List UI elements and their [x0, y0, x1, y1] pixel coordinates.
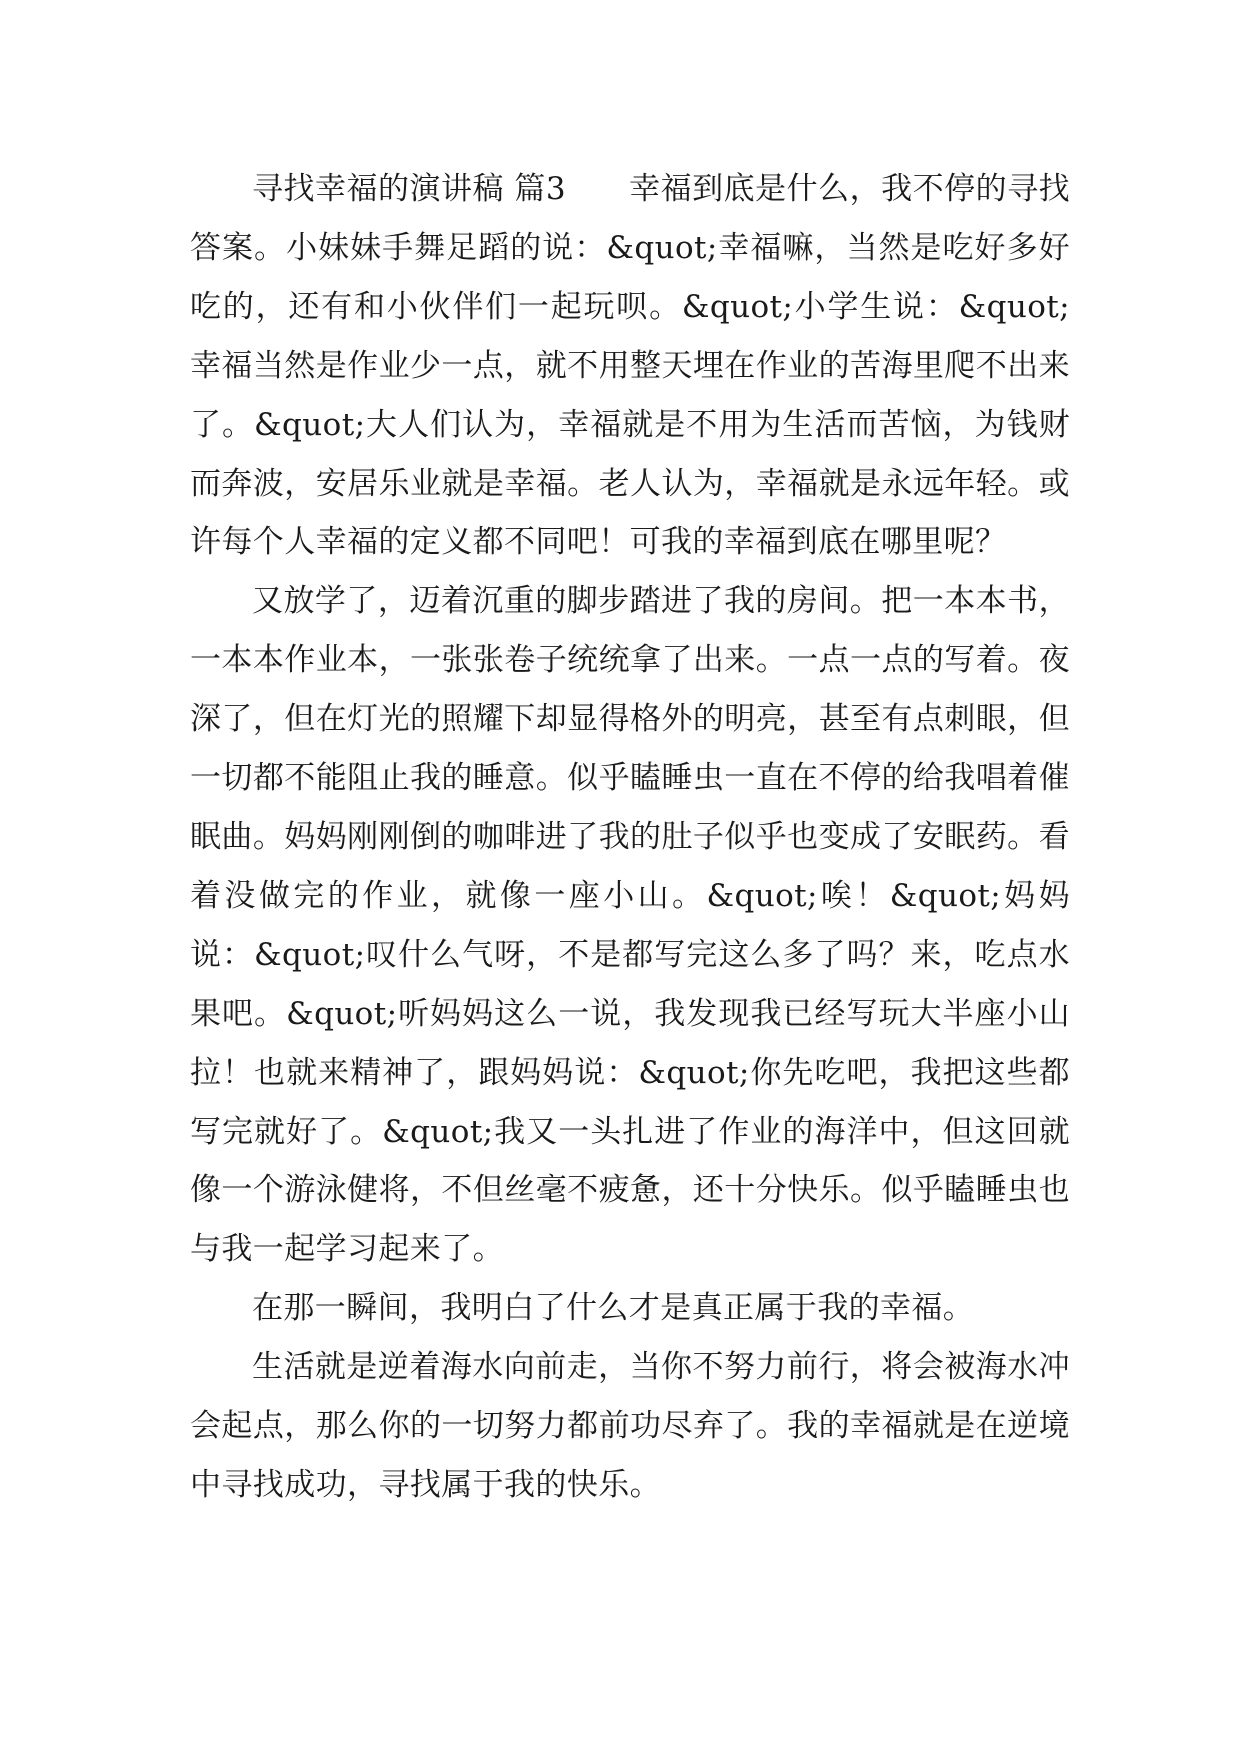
paragraph-4: 生活就是逆着海水向前走，当你不努力前行，将会被海水冲会起点，那么你的一切努力都前功尽弃了。我的幸福就是在逆境中寻找成功，寻找属于我的快乐。 [190, 1349, 1070, 1503]
paragraph-1: 寻找幸福的演讲稿 篇3 幸福到底是什么，我不停的寻找答案。小妹妹手舞足蹈的说：&quot;幸福嘛，当然是吃好多好吃的，还有和小伙伴们一起玩呗。&quot;小学生说：&quot;幸福当然是作业少一点，就不用整天埋在作业的苦海里爬不出来了。&quot;大人们认为，幸福就是不用为生活而苦恼，为钱财而奔波，安居乐业就是幸福。老人认为，幸福就是永远年轻。或许每个人幸福的定义都不同吧！可我的幸福到底在哪里呢？ [190, 171, 1070, 561]
paragraph-2: 又放学了，迈着沉重的脚步踏进了我的房间。把一本本书，一本本作业本，一张张卷子统统拿了出来。一点一点的写着。夜深了，但在灯光的照耀下却显得格外的明亮，甚至有点刺眼，但一切都不能阻止我的睡意。似乎瞌睡虫一直在不停的给我唱着催眠曲。妈妈刚刚倒的咖啡进了我的肚子似乎也变成了安眠药。看着没做完的作业，就像一座小山。&quot;唉！&quot;妈妈说：&quot;叹什么气呀，不是都写完这么多了吗？来，吃点水果吧。&quot;听妈妈这么一说，我发现我已经写玩大半座小山拉！也就来精神了，跟妈妈说：&quot;你先吃吧，我把这些都写完就好了。&quot;我又一头扎进了作业的海洋中，但这回就像一个游泳健将，不但丝毫不疲惫，还十分快乐。似乎瞌睡虫也与我一起学习起来了。 [190, 583, 1070, 1268]
paragraph-3: 在那一瞬间，我明白了什么才是真正属于我的幸福。 [252, 1290, 975, 1327]
article-body [190, 160, 1070, 1515]
